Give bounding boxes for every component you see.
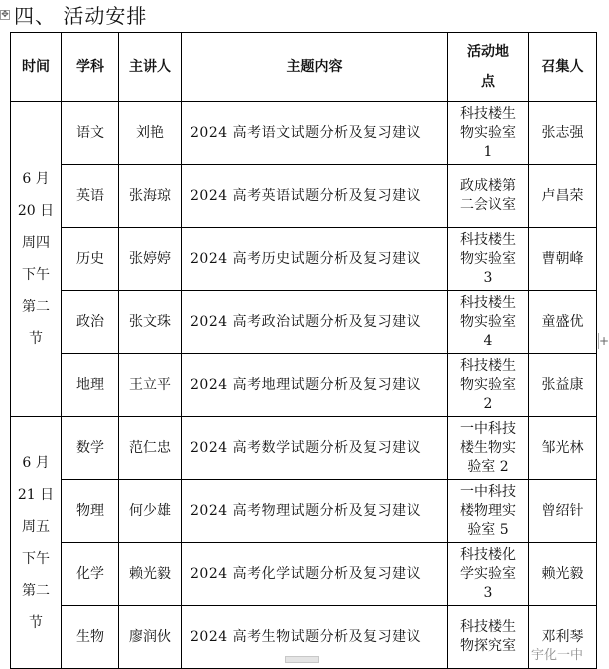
watermark-text: 宇化一中 — [531, 648, 584, 663]
location-cell — [448, 606, 529, 669]
col-header-speaker: 主讲人 — [119, 33, 182, 102]
subject-cell: 物理 — [62, 480, 119, 543]
table-row — [11, 228, 597, 291]
topic-cell: 2024 高考历史试题分析及复习建议 — [182, 228, 448, 291]
date-line: 6 月 — [22, 454, 50, 471]
location-line: 科技楼生 — [460, 294, 516, 311]
location-cell — [448, 291, 529, 354]
location-line: 学实验室 — [460, 565, 516, 582]
speaker-cell: 赖光毅 — [119, 543, 182, 606]
speaker-cell: 刘艳 — [119, 102, 182, 165]
location-line: 3 — [483, 584, 493, 601]
table-row — [11, 543, 597, 606]
location-line: 一中科技 — [460, 483, 516, 500]
speaker-cell: 张文珠 — [119, 291, 182, 354]
location-cell — [448, 417, 529, 480]
subject-cell: 生物 — [62, 606, 119, 669]
speaker-cell: 王立平 — [119, 354, 182, 417]
table-row — [11, 354, 597, 417]
location-line: 科技楼生 — [460, 357, 516, 374]
location-line: 科技楼生 — [460, 105, 516, 122]
convener-cell: 卢昌荣 — [529, 165, 597, 228]
subject-cell: 政治 — [62, 291, 119, 354]
location-line: 2 — [483, 395, 493, 412]
topic-cell: 2024 高考英语试题分析及复习建议 — [182, 165, 448, 228]
date-line: 周五 — [22, 518, 50, 535]
convener-cell: 张志强 — [529, 102, 597, 165]
col-header-time: 时间 — [11, 33, 62, 102]
convener-cell: 曾绍针 — [529, 480, 597, 543]
topic-cell: 2024 高考生物试题分析及复习建议 — [182, 606, 448, 669]
date-line: 节 — [29, 614, 43, 631]
col-header-location: 活动地点 — [448, 33, 529, 102]
date-line: 6 月 — [22, 171, 50, 187]
speaker-cell: 何少雄 — [119, 480, 182, 543]
location-line: 验室 5 — [467, 521, 509, 538]
date-line: 节 — [29, 331, 43, 347]
date-line: 下午 — [22, 550, 50, 567]
topic-cell: 2024 高考化学试题分析及复习建议 — [182, 543, 448, 606]
table-row — [11, 291, 597, 354]
subject-cell: 数学 — [62, 417, 119, 480]
location-cell — [448, 228, 529, 291]
section-heading: 四、 活动安排 — [14, 4, 148, 28]
location-line: 物实验室 — [460, 250, 516, 267]
table-row — [11, 165, 597, 228]
speaker-cell: 廖润伙 — [119, 606, 182, 669]
speaker-cell: 张海琼 — [119, 165, 182, 228]
horizontal-scrollbar-thumb[interactable] — [285, 656, 319, 663]
location-cell — [448, 543, 529, 606]
table-row — [11, 480, 597, 543]
location-line: 二会议室 — [460, 197, 516, 213]
table-row — [11, 417, 597, 480]
date-line: 第二 — [22, 582, 50, 599]
date-cell — [11, 102, 62, 417]
location-line: 1 — [483, 143, 493, 160]
location-line: 3 — [483, 269, 493, 286]
location-line: 物实验室 — [460, 313, 516, 330]
location-line: 政成楼第 — [460, 178, 516, 194]
header-row — [11, 33, 597, 102]
speaker-cell: 范仁忠 — [119, 417, 182, 480]
subject-cell: 化学 — [62, 543, 119, 606]
topic-cell: 2024 高考语文试题分析及复习建议 — [182, 102, 448, 165]
schedule-table — [10, 32, 597, 669]
topic-cell: 2024 高考物理试题分析及复习建议 — [182, 480, 448, 543]
location-line: 一中科技 — [460, 420, 516, 437]
location-cell — [448, 165, 529, 228]
date-line: 周四 — [22, 235, 50, 251]
location-line: 科技楼生 — [460, 231, 516, 248]
location-line: 物实验室 — [460, 124, 516, 141]
col-header-topic: 主题内容 — [182, 33, 448, 102]
subject-cell: 语文 — [62, 102, 119, 165]
convener-cell: 张益康 — [529, 354, 597, 417]
schedule-body — [11, 102, 597, 669]
speaker-cell: 张婷婷 — [119, 228, 182, 291]
location-cell — [448, 354, 529, 417]
location-line: 楼生物实 — [460, 439, 516, 456]
date-line: 21 日 — [17, 486, 55, 503]
convener-cell: 赖光毅 — [529, 543, 597, 606]
convener-cell: 邓利琴 — [529, 606, 597, 669]
location-line: 验室 2 — [467, 458, 509, 475]
table-row — [11, 102, 597, 165]
date-line: 第二 — [22, 299, 50, 315]
location-line: 物实验室 — [460, 376, 516, 393]
col-header-subject: 学科 — [62, 33, 119, 102]
add-column-handle[interactable]: + — [599, 334, 609, 348]
date-line: 下午 — [22, 267, 50, 283]
location-line: 科技楼化 — [460, 546, 516, 563]
location-line: 科技楼生 — [460, 619, 516, 635]
subject-cell: 历史 — [62, 228, 119, 291]
location-line: 4 — [483, 332, 493, 349]
convener-cell: 曹朝峰 — [529, 228, 597, 291]
topic-cell: 2024 高考地理试题分析及复习建议 — [182, 354, 448, 417]
table-move-handle[interactable]: ✥ — [1, 10, 9, 20]
col-header-convener: 召集人 — [529, 33, 597, 102]
location-cell — [448, 480, 529, 543]
topic-cell: 2024 高考数学试题分析及复习建议 — [182, 417, 448, 480]
topic-cell: 2024 高考政治试题分析及复习建议 — [182, 291, 448, 354]
convener-cell: 邹光林 — [529, 417, 597, 480]
date-line: 20 日 — [17, 203, 55, 219]
location-line: 楼物理实 — [460, 502, 516, 519]
subject-cell: 地理 — [62, 354, 119, 417]
date-cell — [11, 417, 62, 669]
location-line: 物探究室 — [460, 638, 516, 654]
convener-cell: 童盛优 — [529, 291, 597, 354]
location-cell — [448, 102, 529, 165]
subject-cell: 英语 — [62, 165, 119, 228]
